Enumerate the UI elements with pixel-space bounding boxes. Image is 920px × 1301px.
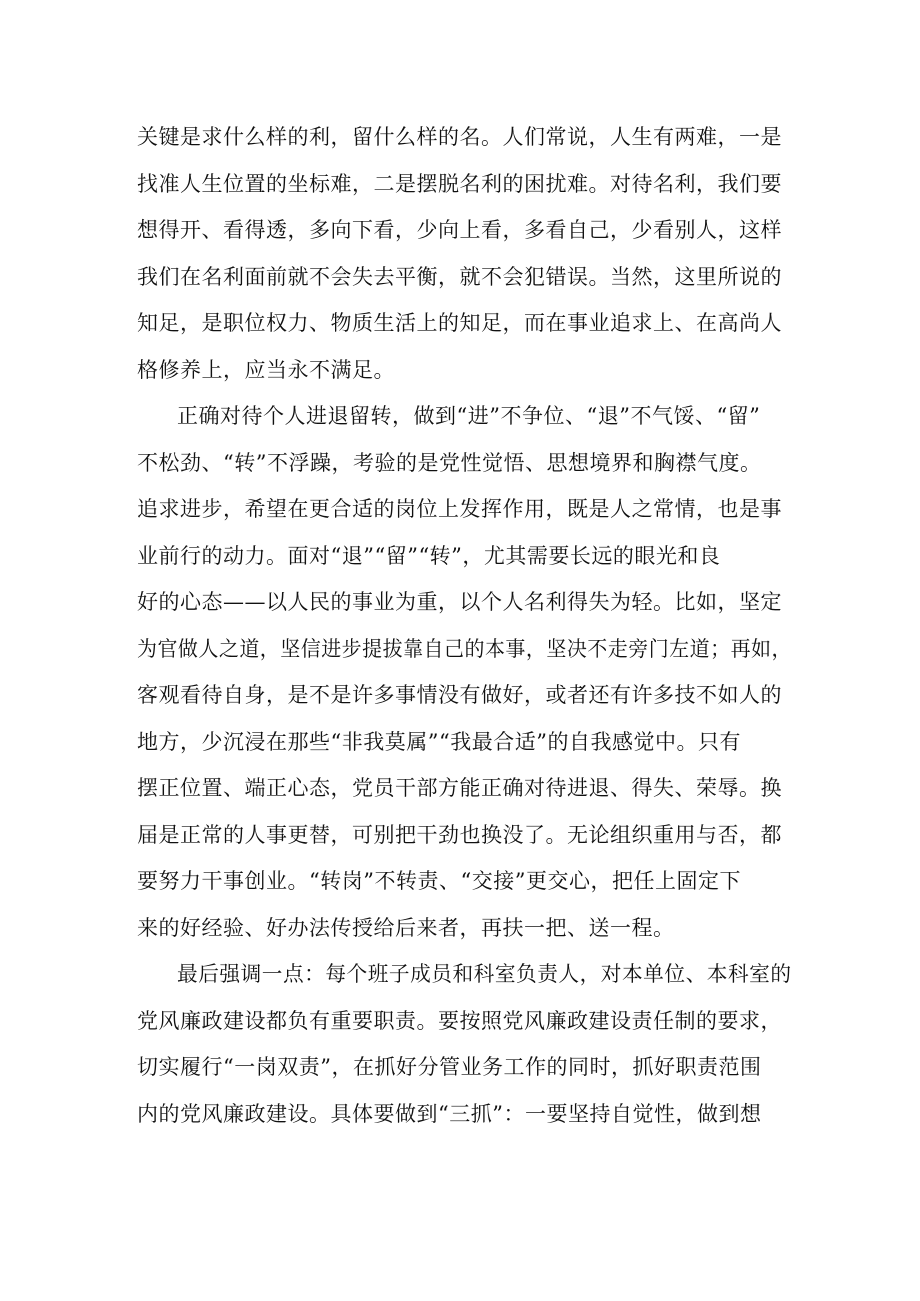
paragraph-1-line-5: 知足，是职位权力、物质生活上的知足，而在事业追求上、在高尚人 xyxy=(137,311,782,335)
paragraph-1-line-3: 想得开、看得透，多向下看，少向上看，多看自己，少看别人，这样 xyxy=(137,218,782,242)
paragraph-3-line-4: 内的党风廉政建设。具体要做到“三抓”：一要坚持自觉性，做到想 xyxy=(137,1102,762,1126)
paragraph-1-line-4: 我们在名利面前就不会失去平衡，就不会犯错误。当然，这里所说的 xyxy=(137,265,782,289)
paragraph-1-line-1: 关键是求什么样的利，留什么样的名。人们常说，人生有两难，一是 xyxy=(137,125,782,149)
paragraph-2-line-3: 追求进步，希望在更合适的岗位上发挥作用，既是人之常情，也是事 xyxy=(137,497,782,521)
paragraph-2-line-6: 为官做人之道，坚信进步提拔靠自己的本事，坚决不走旁门左道；再如， xyxy=(137,637,792,661)
paragraph-3-line-2: 党风廉政建设都负有重要职责。要按照党风廉政建设责任制的要求， xyxy=(137,1009,782,1033)
paragraph-2-line-7: 客观看待自身，是不是许多事情没有做好，或者还有许多技不如人的 xyxy=(137,683,782,707)
paragraph-2-line-12: 来的好经验、好办法传授给后来者，再扶一把、送一程。 xyxy=(137,916,675,940)
paragraph-2-line-4: 业前行的动力。面对“退”“留”“转”，尤其需要长远的眼光和良 xyxy=(137,544,721,568)
paragraph-2-line-10: 届是正常的人事更替，可别把干劲也换没了。无论组织重用与否，都 xyxy=(137,823,782,847)
paragraph-1-line-2: 找准人生位置的坐标难，二是摆脱名利的困扰难。对待名利，我们要 xyxy=(137,172,782,196)
paragraph-2-line-9: 摆正位置、端正心态，党员干部方能正确对待进退、得失、荣辱。换 xyxy=(137,776,782,800)
paragraph-3-line-3: 切实履行“一岗双责”，在抓好分管业务工作的同时，抓好职责范围 xyxy=(137,1055,762,1079)
paragraph-2-line-11: 要努力干事创业。“转岗”不转责、“交接”更交心，把任上固定下 xyxy=(137,869,741,893)
paragraph-2-line-1: 正确对待个人进退留转，做到“进”不争位、“退”不气馁、“留” xyxy=(177,404,761,428)
paragraph-3-line-1: 最后强调一点：每个班子成员和科室负责人，对本单位、本科室的 xyxy=(177,962,792,986)
paragraph-2-line-5: 好的心态——以人民的事业为重，以个人名利得失为轻。比如，坚定 xyxy=(137,590,782,614)
paragraph-2-line-8: 地方，少沉浸在那些“非我莫属”“我最合适”的自我感觉中。只有 xyxy=(137,730,741,754)
paragraph-2-line-2: 不松劲、“转”不浮躁，考验的是党性觉悟、思想境界和胸襟气度。 xyxy=(137,451,762,475)
paragraph-1-line-6: 格修养上，应当永不满足。 xyxy=(137,358,395,382)
